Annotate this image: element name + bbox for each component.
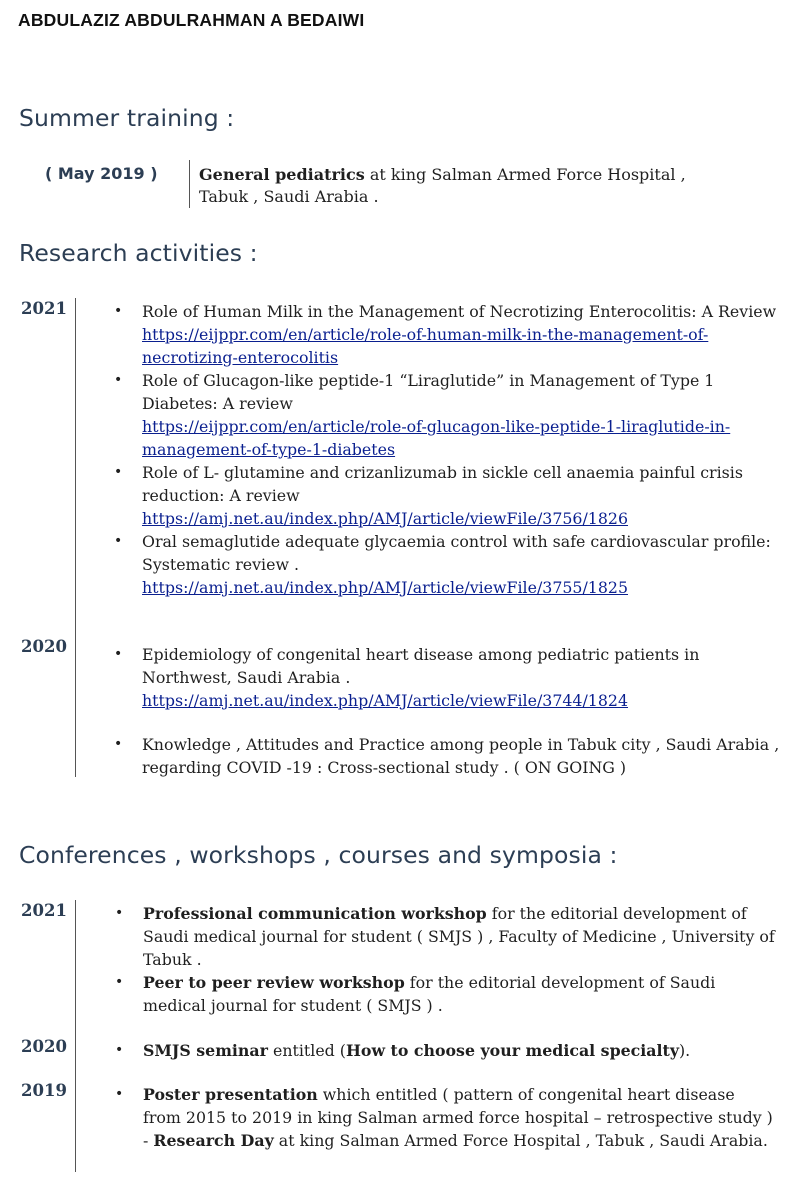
bullet-icon: •	[115, 974, 124, 990]
conf-list-2021	[115, 902, 783, 1017]
research-link[interactable]: https://amj.net.au/index.php/AMJ/article/viewFile/3744/1824	[142, 691, 629, 710]
poster-location: at king Salman Armed Force Hospital , Tabuk , Saudi Arabia.	[273, 1131, 768, 1150]
research-year-2021: 2021	[21, 299, 67, 318]
research-title: Knowledge , Attitudes and Practice among people in Tabuk city , Saudi Arabia , regarding COVID -19 : Cross-sectional study . ( ON GOING )	[142, 735, 780, 777]
list-item	[114, 733, 792, 779]
workshop-desc: for the editorial development of Saudi medical journal for student ( SMJS ) , Faculty of Medicine , University of Tabuk .	[143, 904, 775, 969]
conf-year-2019: 2019	[21, 1081, 67, 1100]
bullet-icon: •	[114, 533, 123, 549]
bullet-icon: •	[114, 646, 123, 662]
bullet-icon: •	[115, 905, 124, 921]
workshop-name: Peer to peer review workshop	[143, 973, 405, 992]
research-day-label: Research Day	[153, 1131, 274, 1150]
research-link[interactable]: https://amj.net.au/index.php/AMJ/article/viewFile/3756/1826	[142, 509, 629, 528]
bullet-icon: •	[114, 372, 123, 388]
bullet-icon: •	[115, 1086, 124, 1102]
research-list-2021	[114, 300, 792, 599]
list-item	[114, 300, 792, 369]
list-item	[115, 971, 743, 1017]
workshop-desc: for the editorial development of Saudi medical journal for student ( SMJS ) .	[143, 973, 716, 1015]
summer-training-date: ( May 2019 )	[45, 164, 158, 183]
bullet-icon: •	[114, 303, 123, 319]
list-item	[114, 643, 792, 712]
training-city: Tabuk , Saudi Arabia .	[199, 187, 379, 206]
list-item	[114, 530, 792, 599]
bullet-icon: •	[114, 464, 123, 480]
poster-desc: which entitled ( pattern of congenital heart disease from 2015 to 2019 in king Salman armed force hospital – retrospective study ) -	[143, 1085, 773, 1150]
seminar-topic: How to choose your medical specialty	[345, 1041, 680, 1060]
list-item	[114, 461, 792, 530]
research-year-2020: 2020	[21, 637, 67, 656]
summer-training-entry	[199, 164, 759, 208]
applicant-name: ABDULAZIZ ABDULRAHMAN A BEDAIWI	[18, 10, 365, 30]
summer-divider	[189, 160, 190, 208]
research-title: Role of L- glutamine and crizanlizumab in sickle cell anaemia painful crisis reduction: A review	[142, 463, 743, 505]
bullet-icon: •	[114, 736, 123, 752]
conf-list-2020	[115, 1039, 783, 1062]
seminar-name: SMJS seminar	[143, 1041, 268, 1060]
conf-list-2019	[115, 1083, 773, 1152]
workshop-name: Professional communication workshop	[143, 904, 487, 923]
list-item	[115, 1083, 773, 1152]
seminar-mid: entitled (	[267, 1041, 346, 1060]
training-location: at king Salman Armed Force Hospital ,	[364, 165, 686, 184]
research-title: Role of Human Milk in the Management of Necrotizing Enterocolitis: A Review	[142, 302, 777, 321]
section-title-research: Research activities :	[19, 239, 258, 267]
section-title-conferences: Conferences , workshops , courses and symposia :	[19, 841, 618, 869]
research-link[interactable]: https://eijppr.com/en/article/role-of-human-milk-in-the-management-of- necrotizing-enterocolitis	[142, 325, 709, 367]
conferences-divider	[75, 900, 76, 1172]
seminar-end: ).	[679, 1041, 691, 1060]
research-link[interactable]: https://amj.net.au/index.php/AMJ/article/viewFile/3755/1825	[142, 578, 629, 597]
research-title: Role of Glucagon-like peptide-1 “Liraglutide” in Management of Type 1 Diabetes: A review	[142, 371, 715, 413]
research-title: Oral semaglutide adequate glycaemia control with safe cardiovascular profile: Systematic review .	[142, 532, 771, 574]
research-list-2020	[114, 643, 792, 779]
conf-year-2021: 2021	[21, 901, 67, 920]
research-link[interactable]: https://eijppr.com/en/article/role-of-glucagon-like-peptide-1-liraglutide-in- management-of-type-1-diabetes	[142, 417, 731, 459]
research-divider	[75, 298, 76, 777]
poster-label: Poster presentation	[143, 1085, 318, 1104]
section-title-summer-training: Summer training :	[19, 104, 235, 132]
list-item	[114, 369, 792, 461]
list-item	[115, 902, 783, 971]
training-specialty: General pediatrics	[199, 165, 365, 184]
bullet-icon: •	[115, 1042, 124, 1058]
research-title: Epidemiology of congenital heart disease among pediatric patients in Northwest, Saudi Arabia .	[142, 645, 700, 687]
conf-year-2020: 2020	[21, 1037, 67, 1056]
list-item	[115, 1039, 783, 1062]
